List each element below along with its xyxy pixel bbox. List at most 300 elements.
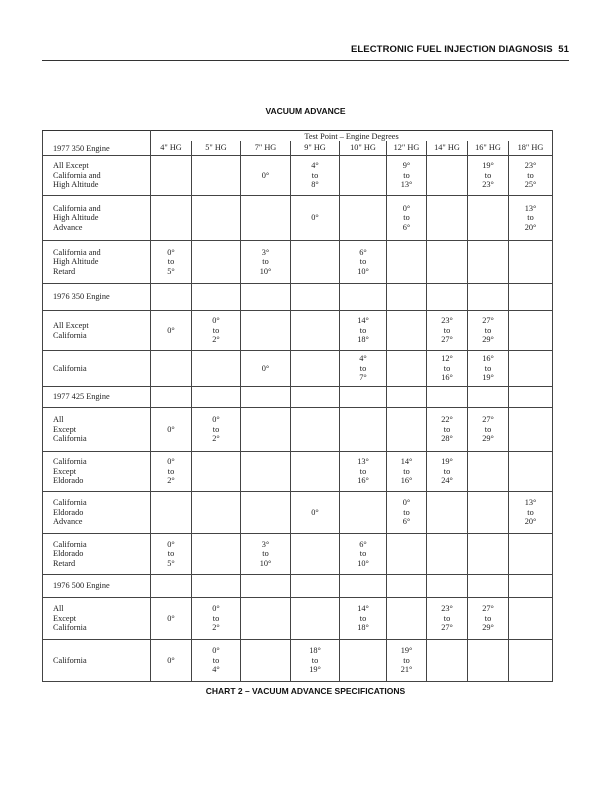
empty-cell	[192, 575, 241, 598]
header-rule	[42, 60, 569, 61]
value-line: 19°	[441, 457, 453, 467]
value-line: 21°	[400, 665, 413, 675]
value-line: 18°	[309, 646, 321, 656]
value-line: 16°	[441, 373, 453, 383]
empty-cell	[291, 452, 340, 492]
value-cell	[151, 241, 192, 284]
empty-cell	[427, 241, 468, 284]
value-line: 5°	[167, 266, 175, 276]
value-cell	[427, 598, 468, 640]
value-line: 29°	[482, 623, 494, 633]
value-line: 23°	[524, 161, 537, 171]
running-header	[351, 44, 569, 55]
table-row	[43, 408, 553, 452]
value-line: 25°	[524, 180, 537, 190]
value-line: to	[403, 507, 410, 517]
empty-cell	[340, 196, 387, 241]
value-line: to	[443, 325, 451, 335]
value-cell	[340, 311, 387, 351]
row-label	[43, 640, 151, 682]
value-line: 10°	[259, 558, 272, 568]
empty-cell	[468, 492, 509, 534]
value-line: 0°	[167, 247, 175, 257]
empty-cell	[291, 408, 340, 452]
empty-cell	[192, 241, 241, 284]
table-row	[43, 156, 553, 196]
empty-cell	[509, 452, 553, 492]
value-cell	[291, 640, 340, 682]
row-label-line: Eldorado	[53, 549, 84, 559]
value-line: to	[443, 613, 451, 623]
value-line: 0°	[212, 604, 220, 614]
value-line: 16°	[357, 476, 369, 486]
value-line: 18°	[357, 335, 369, 345]
value-line: 23°	[441, 604, 453, 614]
value-line: to	[359, 466, 367, 476]
value-line: 27°	[482, 415, 494, 425]
value-line: to	[311, 655, 319, 665]
value-cell	[468, 598, 509, 640]
empty-cell	[387, 598, 427, 640]
value-line: 19°	[400, 646, 413, 656]
row-label-line: California and	[53, 247, 101, 257]
value-line: 16°	[482, 354, 494, 364]
value-line: 29°	[482, 434, 494, 444]
column-header: 7" HG	[241, 141, 291, 156]
empty-cell	[241, 387, 291, 408]
value-cell	[387, 156, 427, 196]
row-label-line: California	[53, 623, 87, 633]
chart-caption: CHART 2 – VACUUM ADVANCE SPECIFICATIONS	[205, 686, 406, 696]
value-cell	[340, 452, 387, 492]
value-line: 3°	[261, 539, 270, 549]
empty-cell	[468, 284, 509, 311]
row-label	[43, 241, 151, 284]
empty-cell	[340, 284, 387, 311]
value-line: 6°	[359, 539, 367, 549]
empty-cell	[151, 387, 192, 408]
value-line: 6°	[402, 517, 411, 527]
value-line: 13°	[524, 498, 537, 508]
value-cell	[509, 196, 553, 241]
empty-cell	[427, 575, 468, 598]
empty-cell	[291, 575, 340, 598]
value-line: 16°	[400, 476, 413, 486]
empty-cell	[192, 534, 241, 575]
table-row	[43, 311, 553, 351]
column-header: 18" HG	[509, 141, 553, 156]
empty-cell	[340, 408, 387, 452]
value-cell	[340, 598, 387, 640]
value-cell	[468, 408, 509, 452]
empty-cell	[427, 196, 468, 241]
value-line: 0°	[311, 507, 319, 517]
value-cell	[387, 196, 427, 241]
column-header: 10" HG	[340, 141, 387, 156]
value-line: 0°	[212, 415, 220, 425]
value-cell	[151, 598, 192, 640]
empty-cell	[509, 241, 553, 284]
value-cell	[241, 534, 291, 575]
table-row	[43, 534, 553, 575]
value-cell	[427, 351, 468, 387]
value-cell	[192, 640, 241, 682]
value-cell	[509, 156, 553, 196]
empty-cell	[509, 311, 553, 351]
value-cell	[291, 492, 340, 534]
table-row	[43, 640, 553, 682]
test-point-header: Test Point – Engine Degrees	[151, 131, 553, 142]
value-line: 2°	[167, 476, 175, 486]
value-cell	[509, 492, 553, 534]
empty-cell	[241, 492, 291, 534]
empty-cell	[468, 575, 509, 598]
table-row	[43, 351, 553, 387]
empty-cell	[192, 196, 241, 241]
empty-cell	[387, 534, 427, 575]
column-header: 16" HG	[468, 141, 509, 156]
value-line: 0°	[167, 424, 175, 434]
empty-cell	[340, 492, 387, 534]
value-line: to	[403, 213, 410, 223]
value-cell	[192, 598, 241, 640]
value-line: to	[212, 613, 220, 623]
value-line: to	[527, 170, 534, 180]
value-cell	[468, 156, 509, 196]
empty-cell	[151, 492, 192, 534]
value-line: 22°	[441, 415, 453, 425]
value-line: to	[311, 170, 319, 180]
value-line: 23°	[482, 180, 494, 190]
value-line: to	[167, 257, 175, 267]
empty-cell	[241, 311, 291, 351]
value-line: 0°	[261, 363, 270, 373]
value-line: to	[359, 613, 367, 623]
value-cell	[151, 452, 192, 492]
row-label	[43, 156, 151, 196]
value-line: to	[484, 363, 492, 373]
empty-cell	[192, 492, 241, 534]
header-title: ELECTRONIC FUEL INJECTION DIAGNOSIS	[350, 44, 553, 55]
engine-section-row	[43, 387, 553, 408]
table-row	[43, 492, 553, 534]
row-label	[43, 492, 151, 534]
empty-cell	[387, 311, 427, 351]
value-line: 27°	[482, 604, 494, 614]
value-line: 19°	[482, 373, 494, 383]
engine-section-label: 1977 425 Engine	[43, 387, 151, 408]
value-line: 20°	[524, 222, 537, 232]
value-cell	[241, 241, 291, 284]
value-line: 0°	[212, 646, 220, 656]
value-cell	[427, 452, 468, 492]
row-label-line: Eldorado	[53, 507, 84, 517]
row-label-line: All	[53, 604, 64, 614]
value-line: to	[359, 257, 367, 267]
value-line: 18°	[357, 623, 369, 633]
value-cell	[387, 640, 427, 682]
section-title: VACUUM ADVANCE	[265, 106, 346, 116]
row-label-line: Eldorado	[53, 476, 84, 486]
value-line: 24°	[441, 476, 453, 486]
empty-cell	[468, 640, 509, 682]
table-row	[43, 196, 553, 241]
empty-cell	[427, 284, 468, 311]
empty-cell	[192, 351, 241, 387]
empty-cell	[387, 351, 427, 387]
value-line: to	[262, 549, 269, 559]
empty-cell	[340, 640, 387, 682]
value-line: 0°	[167, 613, 175, 623]
value-line: 20°	[524, 517, 537, 527]
value-line: 19°	[309, 665, 321, 675]
empty-cell	[387, 284, 427, 311]
empty-cell	[192, 156, 241, 196]
value-line: 14°	[357, 604, 369, 614]
value-line: to	[167, 549, 175, 559]
row-label-line: California	[53, 330, 87, 340]
empty-cell	[241, 408, 291, 452]
value-line: 10°	[357, 558, 369, 568]
empty-cell	[509, 598, 553, 640]
value-line: to	[167, 466, 175, 476]
empty-cell	[291, 351, 340, 387]
value-line: to	[443, 466, 451, 476]
table-header-row	[43, 131, 553, 142]
value-line: to	[527, 507, 534, 517]
row-label-line: California	[53, 363, 87, 373]
value-line: 4°	[311, 161, 319, 171]
value-line: 27°	[441, 623, 453, 633]
row-label-line: California	[53, 539, 87, 549]
value-line: to	[484, 325, 492, 335]
value-line: 10°	[259, 266, 272, 276]
row-label	[43, 534, 151, 575]
empty-cell	[509, 387, 553, 408]
value-line: to	[443, 424, 451, 434]
empty-cell	[427, 156, 468, 196]
value-line: 13°	[400, 180, 413, 190]
value-line: 7°	[359, 373, 367, 383]
row-label-line: High Altitude	[53, 213, 99, 223]
column-header: 12" HG	[387, 141, 427, 156]
value-line: 29°	[482, 335, 494, 345]
row-label-line: All Except	[53, 161, 89, 171]
value-cell	[340, 351, 387, 387]
value-line: to	[212, 655, 220, 665]
empty-cell	[468, 452, 509, 492]
value-cell	[291, 156, 340, 196]
engine-group-header: 1977 350 Engine	[43, 131, 151, 156]
value-cell	[340, 534, 387, 575]
value-cell	[387, 492, 427, 534]
value-cell	[291, 196, 340, 241]
row-label-line: California	[53, 655, 87, 665]
empty-cell	[468, 387, 509, 408]
value-line: to	[359, 325, 367, 335]
value-line: to	[443, 363, 451, 373]
value-line: to	[212, 424, 220, 434]
empty-cell	[340, 156, 387, 196]
empty-cell	[509, 351, 553, 387]
value-line: 4°	[212, 665, 220, 675]
empty-cell	[291, 311, 340, 351]
empty-cell	[340, 387, 387, 408]
value-line: to	[484, 613, 492, 623]
row-label-line: California	[53, 457, 87, 467]
empty-cell	[468, 241, 509, 284]
value-line: to	[212, 325, 220, 335]
value-line: 19°	[482, 161, 494, 171]
value-line: 13°	[357, 457, 369, 467]
row-label-line: California and	[53, 203, 101, 213]
value-line: 0°	[402, 203, 411, 213]
empty-cell	[509, 640, 553, 682]
row-label-line: All Except	[53, 321, 89, 330]
row-label-line: Except	[53, 613, 77, 623]
value-cell	[468, 311, 509, 351]
value-line: 2°	[212, 434, 220, 444]
table-row	[43, 241, 553, 284]
table-row	[43, 598, 553, 640]
value-line: 12°	[441, 354, 453, 364]
value-cell	[427, 311, 468, 351]
value-line: 0°	[167, 655, 175, 665]
value-line: to	[403, 466, 410, 476]
empty-cell	[241, 575, 291, 598]
empty-cell	[427, 387, 468, 408]
empty-cell	[241, 598, 291, 640]
value-cell	[340, 241, 387, 284]
row-label	[43, 598, 151, 640]
empty-cell	[151, 284, 192, 311]
empty-cell	[241, 640, 291, 682]
value-line: 28°	[441, 434, 453, 444]
empty-cell	[151, 156, 192, 196]
value-line: 0°	[311, 213, 319, 223]
row-label	[43, 196, 151, 241]
column-header: 4" HG	[151, 141, 192, 156]
empty-cell	[291, 284, 340, 311]
empty-cell	[468, 196, 509, 241]
empty-cell	[291, 241, 340, 284]
value-line: to	[262, 257, 269, 267]
empty-cell	[427, 640, 468, 682]
engine-section-label: 1976 350 Engine	[43, 284, 151, 311]
value-cell	[151, 408, 192, 452]
row-label-line: Except	[53, 424, 77, 434]
engine-section-row	[43, 284, 553, 311]
row-label	[43, 311, 151, 351]
row-label-line: Retard	[53, 558, 76, 568]
row-label-line: California	[53, 498, 87, 508]
row-label-line: California and	[53, 170, 101, 180]
value-line: 23°	[441, 316, 453, 326]
value-line: 0°	[167, 539, 175, 549]
value-line: 13°	[524, 203, 537, 213]
value-line: to	[403, 170, 410, 180]
engine-section-row	[43, 575, 553, 598]
empty-cell	[387, 408, 427, 452]
row-label	[43, 351, 151, 387]
value-line: 27°	[441, 335, 453, 345]
row-label-line: High Altitude	[53, 257, 99, 267]
value-line: to	[403, 655, 410, 665]
value-cell	[192, 311, 241, 351]
empty-cell	[291, 598, 340, 640]
value-line: 6°	[402, 222, 411, 232]
value-line: to	[359, 363, 367, 373]
value-cell	[151, 534, 192, 575]
empty-cell	[241, 196, 291, 241]
empty-cell	[291, 387, 340, 408]
value-line: 4°	[359, 354, 367, 364]
value-line: 9°	[402, 161, 411, 171]
empty-cell	[427, 534, 468, 575]
value-line: 0°	[212, 316, 220, 326]
value-cell	[241, 351, 291, 387]
empty-cell	[192, 452, 241, 492]
vacuum-advance-table	[42, 130, 553, 682]
value-line: 27°	[482, 316, 494, 326]
empty-cell	[151, 575, 192, 598]
value-cell	[468, 351, 509, 387]
value-cell	[427, 408, 468, 452]
empty-cell	[387, 575, 427, 598]
row-label-line: Retard	[53, 266, 76, 276]
empty-cell	[151, 196, 192, 241]
value-line: 2°	[212, 623, 220, 633]
empty-cell	[192, 284, 241, 311]
value-line: to	[527, 213, 534, 223]
engine-section-label: 1976 500 Engine	[43, 575, 151, 598]
row-label-line: Advance	[53, 222, 83, 232]
column-header: 9" HG	[291, 141, 340, 156]
value-line: 0°	[261, 170, 270, 180]
empty-cell	[192, 387, 241, 408]
value-line: 2°	[212, 335, 220, 345]
value-line: 14°	[400, 457, 413, 467]
value-line: 0°	[167, 457, 175, 467]
value-cell	[151, 311, 192, 351]
empty-cell	[291, 534, 340, 575]
value-line: to	[484, 424, 492, 434]
value-line: 0°	[402, 498, 411, 508]
value-line: to	[484, 170, 492, 180]
column-header: 14" HG	[427, 141, 468, 156]
value-cell	[151, 640, 192, 682]
value-cell	[387, 452, 427, 492]
empty-cell	[427, 492, 468, 534]
value-line: 10°	[357, 266, 369, 276]
value-line: to	[359, 549, 367, 559]
empty-cell	[509, 534, 553, 575]
empty-cell	[468, 534, 509, 575]
row-label	[43, 408, 151, 452]
column-header: 5" HG	[192, 141, 241, 156]
value-line: 14°	[357, 316, 369, 326]
empty-cell	[387, 241, 427, 284]
value-cell	[241, 156, 291, 196]
value-cell	[192, 408, 241, 452]
row-label-line: High Altitude	[53, 180, 99, 190]
row-label-line: All	[53, 415, 64, 425]
value-line: 6°	[359, 247, 367, 257]
empty-cell	[151, 351, 192, 387]
row-label-line: California	[53, 434, 87, 444]
empty-cell	[509, 284, 553, 311]
row-label-line: Advance	[53, 517, 83, 527]
